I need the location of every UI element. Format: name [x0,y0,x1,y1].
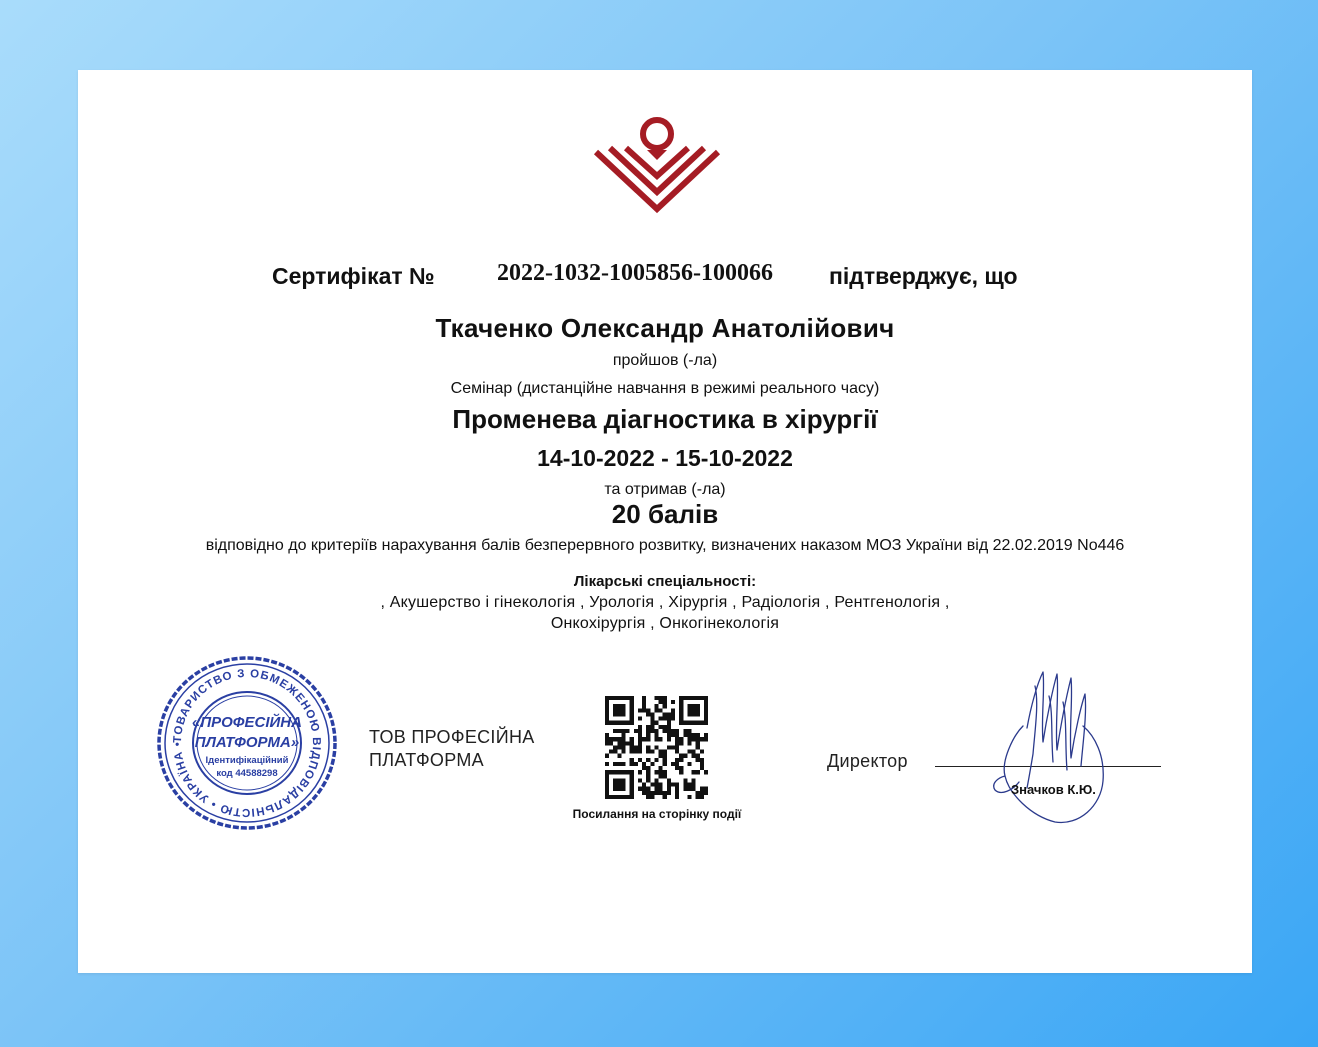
signer-name: Значков К.Ю. [1011,782,1096,797]
qr-code[interactable] [605,696,708,799]
qr-caption: Посилання на сторінку події [572,807,742,821]
received-text: та отримав (-ла) [604,481,726,498]
event-dates: 14-10-2022 - 15-10-2022 [537,445,793,471]
organization-name [369,726,535,772]
organization-logo [592,108,722,214]
stamp-line-4: код 44588298 [216,768,278,779]
event-title: Променева діагностика в хірургії [452,404,878,434]
points-awarded: 20 балів [611,499,719,529]
stamp-ring-text: ТОВАРИСТВО З ОБМЕЖЕНОЮ ВІДПОВІДАЛЬНІСТЮ • УКРАЇНА • [171,667,323,819]
certificate-number-row [78,260,1252,292]
recipient-name: Ткаченко Олександр Анатолійович [435,313,895,343]
passed-text: пройшов (-ла) [612,352,718,369]
stamp-line-2: ПЛАТФОРМА» [194,734,300,751]
director-signature [983,666,1123,826]
criteria-text: відповідно до критеріїв нарахування балів безперервного розвитку, визначених наказом МОЗ України від 22.02.2019 No446 [205,537,1125,554]
specialties-line-1: , Акушерство і гінекологія , Урологія , Хірургія , Радіологія , Рентгенологія , [380,594,950,611]
certificate-confirms-text: підтверджує, що [829,263,1018,289]
certificate-sheet [78,70,1252,973]
event-type: Семінар (дистанційне навчання в режимі реального часу) [450,380,880,397]
organization-name-line-1: ТОВ ПРОФЕСІЙНА [369,727,535,747]
stamp-line-1: «ПРОФЕСІЙНА [192,714,302,731]
official-stamp [156,655,338,831]
specialties-line-2: Онкохірургія , Онкогінекологія [550,615,780,632]
specialties-title: Лікарські спеціальності: [573,573,757,590]
certificate-label: Сертифікат № [272,263,435,289]
certificate-number: 2022-1032-1005856-100066 [497,260,773,286]
director-label: Директор [827,751,908,771]
stamp-line-3: Ідентифікаційний [205,755,289,766]
organization-name-line-2: ПЛАТФОРМА [369,750,484,770]
